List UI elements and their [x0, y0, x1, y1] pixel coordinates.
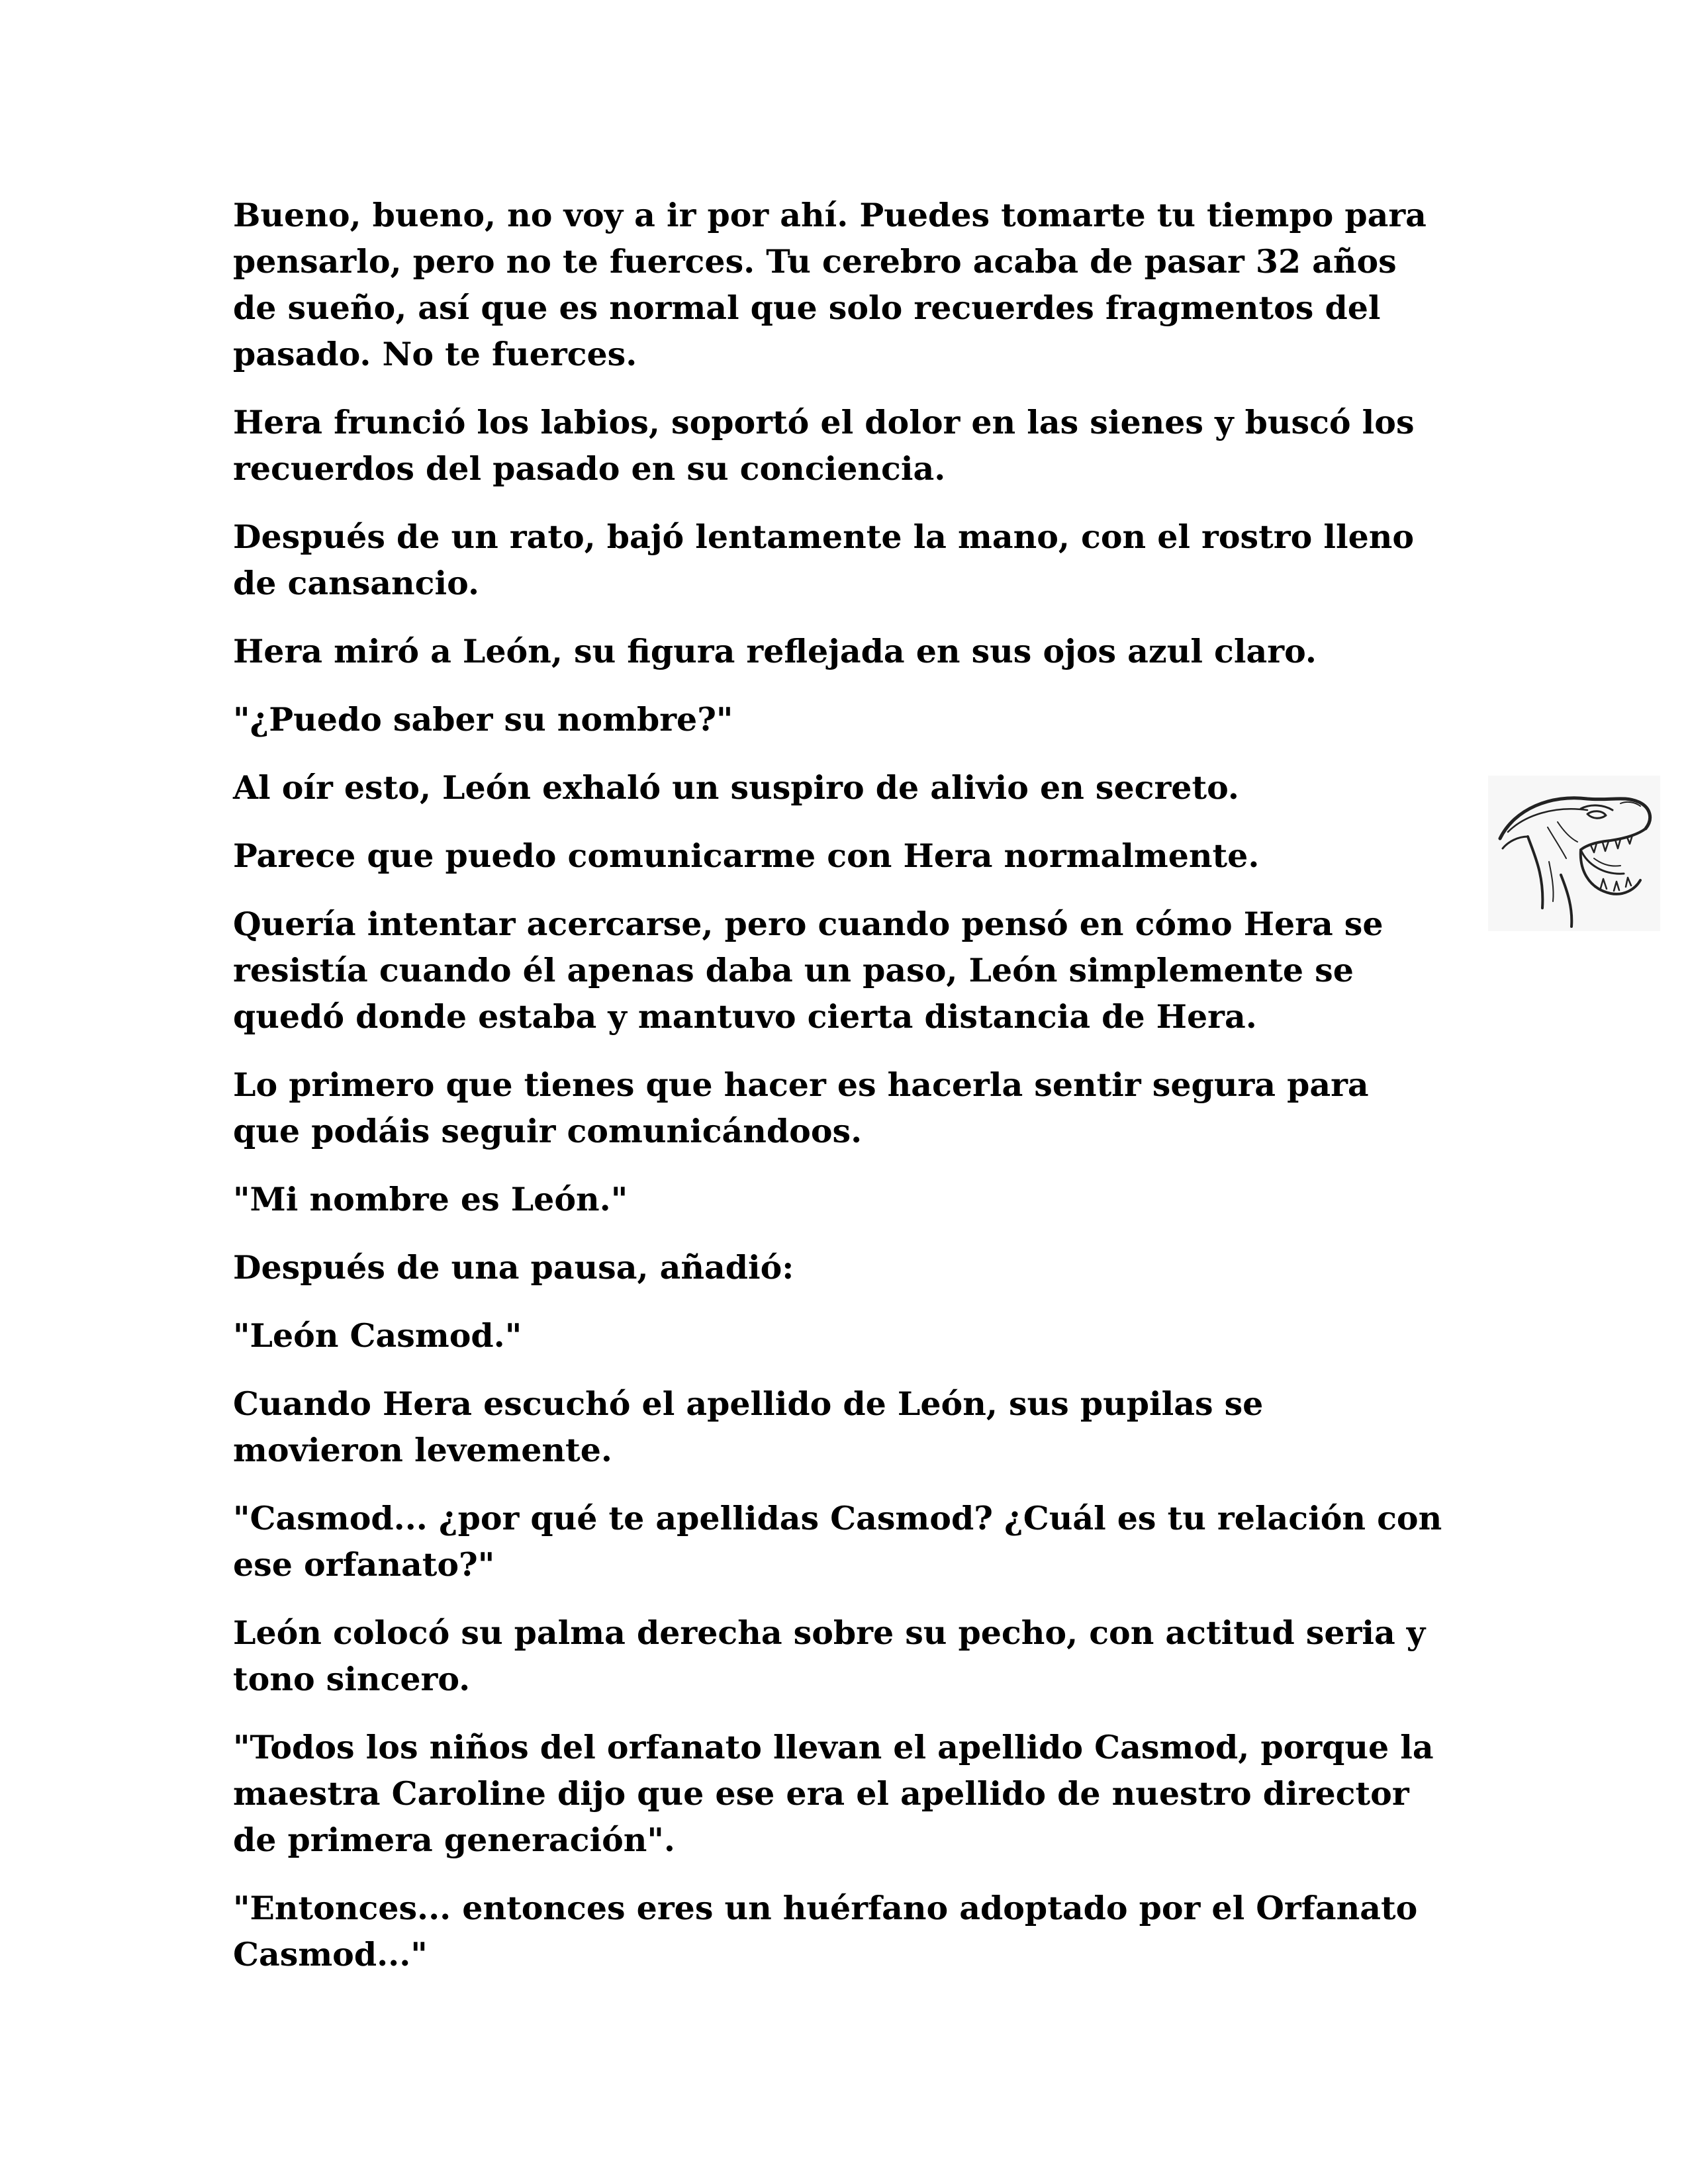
dinosaur-head-sketch-icon — [1488, 776, 1660, 931]
paragraph: "Todos los niños del orfanato llevan el apellido Casmod, porque la maestra Caroline dijo que ese era el apellido de nuestro director de primera generación". — [233, 1728, 1434, 1859]
paragraph: Al oír esto, León exhaló un suspiro de alivio en secreto. — [233, 768, 1239, 807]
paragraph: Hera miró a León, su figura reflejada en sus ojos azul claro. — [233, 632, 1317, 670]
paragraph: "León Casmod." — [233, 1316, 522, 1355]
paragraph: "Mi nombre es León." — [233, 1180, 628, 1218]
paragraph: "Entonces... entonces eres un huérfano adoptado por el Orfanato Casmod..." — [233, 1889, 1418, 1974]
paragraph: Cuando Hera escuchó el apellido de León, sus pupilas se movieron levemente. — [233, 1385, 1264, 1469]
paragraph: "Casmod... ¿por qué te apellidas Casmod? ¿Cuál es tu relación con ese orfanato?" — [233, 1499, 1442, 1584]
paragraph: Quería intentar acercarse, pero cuando pensó en cómo Hera se resistía cuando él apenas daba un paso, León simplemente se quedó donde estaba y mantuvo cierta distancia de Hera. — [233, 905, 1383, 1036]
paragraph: León colocó su palma derecha sobre su pecho, con actitud seria y tono sincero. — [233, 1614, 1426, 1698]
dinosaur-head-sketch-icon — [1488, 776, 1660, 931]
paragraph: Hera frunció los labios, soportó el dolor en las sienes y buscó los recuerdos del pasado en su conciencia. — [233, 403, 1415, 488]
story-text — [233, 192, 1444, 1999]
paragraph: Bueno, bueno, no voy a ir por ahí. Puedes tomarte tu tiempo para pensarlo, pero no te fuerces. Tu cerebro acaba de pasar 32 años de sueño, así que es normal que solo recuerdes fragmentos del pasado. No te fuerces. — [233, 196, 1427, 373]
paragraph: Después de una pausa, añadió: — [233, 1248, 794, 1287]
paragraph: Parece que puedo comunicarme con Hera normalmente. — [233, 837, 1260, 875]
paragraph: Lo primero que tienes que hacer es hacerla sentir segura para que podáis seguir comunicándoos. — [233, 1066, 1369, 1150]
paragraph: "¿Puedo saber su nombre?" — [233, 700, 733, 739]
paragraph: Después de un rato, bajó lentamente la mano, con el rostro lleno de cansancio. — [233, 518, 1415, 602]
